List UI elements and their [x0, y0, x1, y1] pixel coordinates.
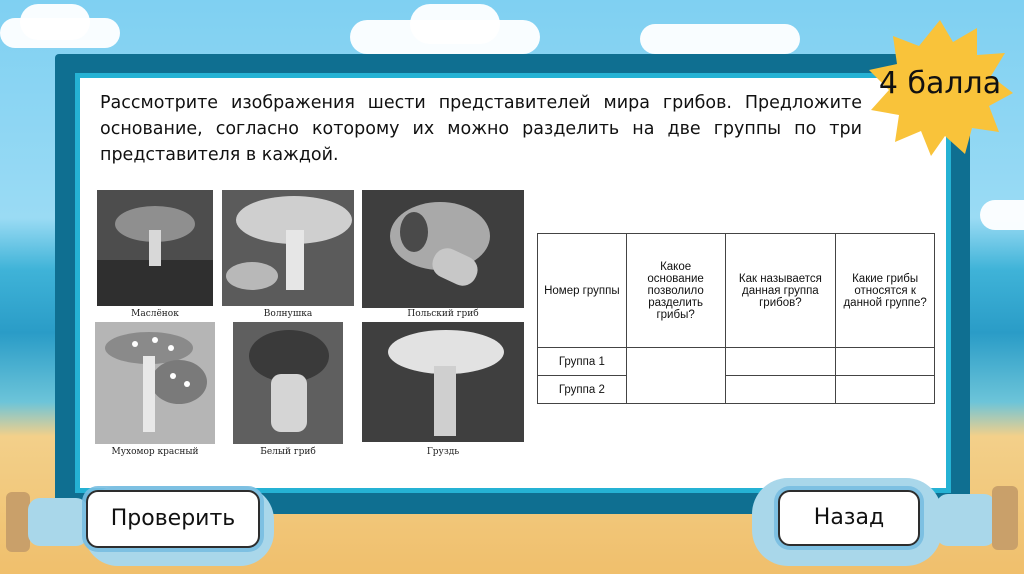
- mushroom-caption: Маслёнок: [131, 309, 179, 319]
- mushroom-photo-polskiy-grib: [362, 190, 524, 308]
- cloud: [980, 200, 1024, 230]
- table-header: Какое основание позволило разделить грибы?: [626, 234, 725, 348]
- mushroom-caption: Груздь: [426, 447, 460, 457]
- group-label: Группа 2: [538, 376, 627, 404]
- table-header: Какие грибы относятся к данной группе?: [836, 234, 935, 348]
- answer-cell[interactable]: [725, 348, 836, 376]
- answer-table: [537, 233, 935, 404]
- table-row: [538, 348, 935, 376]
- task-text: Рассмотрите изображения шести представителей мира грибов. Предложите основание, согласно которому их можно разделить на две группы по три представителя в каждой.: [100, 93, 862, 165]
- table-row: [538, 376, 935, 404]
- answer-cell[interactable]: [725, 376, 836, 404]
- cloud: [410, 4, 500, 44]
- score-label: 4 балла: [878, 66, 1002, 101]
- group-label: Группа 1: [538, 348, 627, 376]
- answer-cell[interactable]: [626, 348, 725, 404]
- mushroom-caption: Белый гриб: [260, 447, 316, 457]
- mushroom-photo-gruzd: [362, 322, 524, 442]
- cloud: [20, 4, 90, 40]
- mushroom-photo-maslyonok: [97, 190, 213, 306]
- mushroom-photo-volnushka: [222, 190, 354, 306]
- check-button[interactable]: Проверить: [86, 490, 260, 548]
- mushroom-caption: Волнушка: [263, 309, 313, 319]
- table-header-row: [538, 234, 935, 348]
- table-header: Как называется данная группа грибов?: [725, 234, 836, 348]
- mushroom-caption: Мухомор красный: [111, 447, 199, 457]
- answer-cell[interactable]: [836, 348, 935, 376]
- mushroom-photo-mukhomor: [95, 322, 215, 444]
- table-header: Номер группы: [538, 234, 627, 348]
- cloud: [640, 24, 800, 54]
- mushroom-photo-beliy-grib: [233, 322, 343, 444]
- back-button[interactable]: Назад: [778, 490, 920, 546]
- mushroom-caption: Польский гриб: [407, 309, 479, 319]
- answer-cell[interactable]: [836, 376, 935, 404]
